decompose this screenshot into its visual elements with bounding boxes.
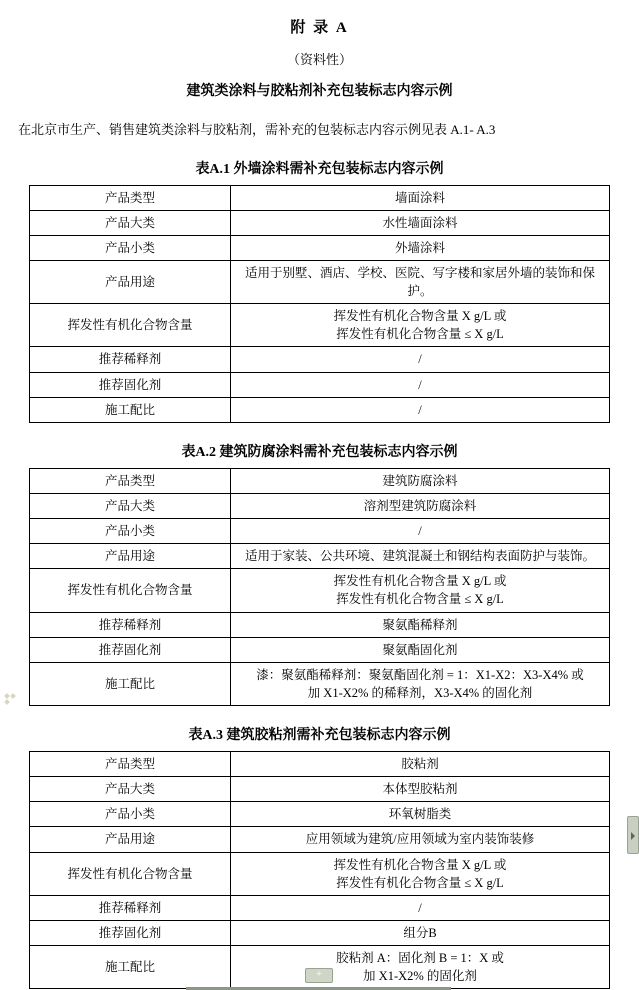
row-value: 环氧树脂类 xyxy=(231,802,610,827)
row-value xyxy=(231,662,610,705)
row-value xyxy=(231,569,610,612)
row-value: 适用于别墅、酒店、学校、医院、写字楼和家居外墙的装饰和保护。 xyxy=(231,260,610,303)
row-label: 推荐固化剂 xyxy=(30,637,231,662)
row-value: 胶粘剂 xyxy=(231,752,610,777)
row-label: 产品类型 xyxy=(30,752,231,777)
row-value: 水性墙面涂料 xyxy=(231,210,610,235)
table-row xyxy=(30,185,610,210)
table-row xyxy=(30,895,610,920)
row-value: 聚氨酯稀释剂 xyxy=(231,612,610,637)
table-a1 xyxy=(29,185,610,423)
row-value: / xyxy=(231,519,610,544)
row-label: 推荐稀释剂 xyxy=(30,612,231,637)
appendix-title: 附 录 A xyxy=(290,20,349,36)
table-a2 xyxy=(29,468,610,706)
row-label: 产品类型 xyxy=(30,468,231,493)
row-value: / xyxy=(231,895,610,920)
row-label: 推荐稀释剂 xyxy=(30,347,231,372)
table-row xyxy=(30,468,610,493)
table-row xyxy=(30,372,610,397)
row-value-line: 胶粘剂 A：固化剂 B = 1：X 或 xyxy=(336,951,504,965)
table-row xyxy=(30,260,610,303)
table-row xyxy=(30,802,610,827)
table-row xyxy=(30,852,610,895)
table-caption-a2: 表A.2 建筑防腐涂料需补充包装标志内容示例 xyxy=(181,444,458,460)
row-label: 产品大类 xyxy=(30,493,231,518)
document-page xyxy=(0,16,639,990)
row-value-line: 加 X1-X2% 的稀释剂，X3-X4% 的固化剂 xyxy=(307,685,533,700)
row-label: 推荐固化剂 xyxy=(30,920,231,945)
table-row xyxy=(30,210,610,235)
table-a3 xyxy=(29,751,610,989)
row-label: 挥发性有机化合物含量 xyxy=(30,569,231,612)
row-label: 产品小类 xyxy=(30,519,231,544)
row-label: 产品类型 xyxy=(30,185,231,210)
add-page-button[interactable]: + xyxy=(305,968,333,983)
row-label: 推荐稀释剂 xyxy=(30,895,231,920)
row-value-line: 挥发性有机化合物含量 ≤ X g/L xyxy=(336,327,504,342)
table-row xyxy=(30,569,610,612)
scroll-expand-handle[interactable] xyxy=(627,816,639,854)
table-row xyxy=(30,752,610,777)
row-value-line: 挥发性有机化合物含量 X g/L 或 xyxy=(333,857,507,872)
row-label: 挥发性有机化合物含量 xyxy=(30,852,231,895)
row-value xyxy=(231,946,610,989)
row-value-line: 加 X1-X2% 的固化剂 xyxy=(363,969,477,984)
row-value: 外墙涂料 xyxy=(231,235,610,260)
row-value-line: 漆：聚氨酯稀释剂：聚氨酯固化剂 = 1：X1-X2：X3-X4% 或 xyxy=(256,667,584,682)
row-value: 建筑防腐涂料 xyxy=(231,468,610,493)
row-value: 聚氨酯固化剂 xyxy=(231,637,610,662)
row-value: 适用于家装、公共环境、建筑混凝土和钢结构表面防护与装饰。 xyxy=(231,544,610,569)
row-label: 产品小类 xyxy=(30,802,231,827)
table-row xyxy=(30,612,610,637)
table-row xyxy=(30,637,610,662)
row-value: 墙面涂料 xyxy=(231,185,610,210)
row-label: 产品大类 xyxy=(30,210,231,235)
row-value-line: 挥发性有机化合物含量 X g/L 或 xyxy=(333,309,507,324)
row-label: 施工配比 xyxy=(30,397,231,422)
row-label: 产品大类 xyxy=(30,777,231,802)
table-caption-a1: 表A.1 外墙涂料需补充包装标志内容示例 xyxy=(195,161,444,177)
row-value: 应用领域为建筑/应用领域为室内装饰装修 xyxy=(231,827,610,852)
table-row xyxy=(30,493,610,518)
table-row xyxy=(30,920,610,945)
table-row xyxy=(30,304,610,347)
row-value: 组分B xyxy=(231,920,610,945)
row-label: 产品小类 xyxy=(30,235,231,260)
row-value: / xyxy=(231,372,610,397)
table-row xyxy=(30,777,610,802)
table-row xyxy=(30,519,610,544)
table-row xyxy=(30,827,610,852)
table-row xyxy=(30,662,610,705)
intro-paragraph: 在北京市生产、销售建筑类涂料与胶粘剂，需补充的包装标志内容示例见表 A.1- A.3 xyxy=(18,122,496,137)
table-row xyxy=(30,397,610,422)
row-value-line: 挥发性有机化合物含量 X g/L 或 xyxy=(333,574,507,589)
row-value: / xyxy=(231,347,610,372)
row-label: 产品用途 xyxy=(30,827,231,852)
row-label: 推荐固化剂 xyxy=(30,372,231,397)
row-label: 产品用途 xyxy=(30,260,231,303)
row-value: 本体型胶粘剂 xyxy=(231,777,610,802)
row-label: 施工配比 xyxy=(30,662,231,705)
row-label: 施工配比 xyxy=(30,946,231,989)
table-caption-a3: 表A.3 建筑胶粘剂需补充包装标志内容示例 xyxy=(188,728,451,743)
table-row xyxy=(30,347,610,372)
row-value xyxy=(231,852,610,895)
table-row xyxy=(30,235,610,260)
appendix-type: （资料性） xyxy=(286,52,352,67)
page-corner-marks-icon xyxy=(5,694,17,706)
row-value-line: 挥发性有机化合物含量 ≤ X g/L xyxy=(336,875,504,890)
appendix-name: 建筑类涂料与胶粘剂补充包装标志内容示例 xyxy=(186,84,453,99)
row-label: 挥发性有机化合物含量 xyxy=(30,304,231,347)
row-label: 产品用途 xyxy=(30,544,231,569)
row-value: / xyxy=(231,397,610,422)
row-value: 溶剂型建筑防腐涂料 xyxy=(231,493,610,518)
table-row xyxy=(30,544,610,569)
row-value xyxy=(231,304,610,347)
row-value-line: 挥发性有机化合物含量 ≤ X g/L xyxy=(336,592,504,607)
